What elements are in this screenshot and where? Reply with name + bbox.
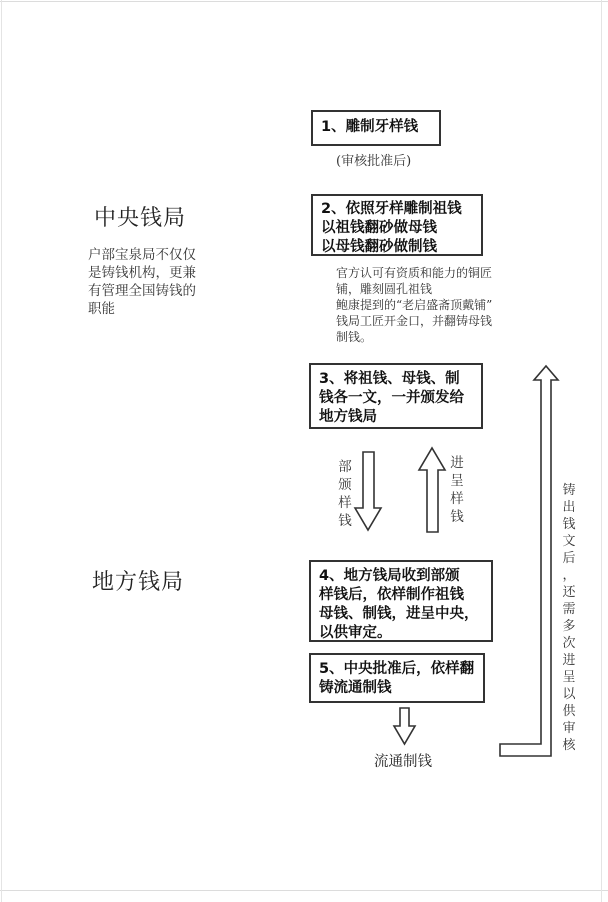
step-2-text: 2、依照牙样雕制祖钱 <box>321 201 462 217</box>
vchar: 进 <box>450 455 464 471</box>
vchar: 后 <box>562 551 576 566</box>
circulation-coin-label: 流通制钱 <box>374 754 432 770</box>
artisan-note-line: 鲍康提到的“老启盛斋顶戴铺” <box>336 298 493 312</box>
step-5-text: 5、中央批准后，依样翻 <box>319 661 475 677</box>
vchar: 铸 <box>562 483 576 498</box>
arrow-output-icon <box>394 708 415 744</box>
artisan-note-line: 制钱。 <box>336 330 373 344</box>
review-approval-note: (审核批准后) <box>336 154 412 169</box>
vchar: 钱 <box>338 513 352 529</box>
vchar: 呈 <box>562 670 576 685</box>
vchar: 以 <box>562 687 576 702</box>
step-3-text: 3、将祖钱、母钱、制 <box>319 371 460 387</box>
vchar: 审 <box>562 721 576 736</box>
step-2-text: 以祖钱翻砂做母钱 <box>321 220 437 236</box>
vchar: 钱 <box>562 517 576 532</box>
central-desc-line: 有管理全国铸钱的 <box>88 283 196 299</box>
step-4-text: 以供审定。 <box>319 625 392 641</box>
arrow-up-icon <box>419 448 445 532</box>
arrow-down-icon <box>355 452 381 530</box>
vchar: 进 <box>562 653 576 668</box>
vchar: 文 <box>562 534 576 549</box>
artisan-note-line: 铺，雕刻圆孔祖钱 <box>336 282 433 296</box>
central-desc-line: 户部宝泉局不仅仅 <box>88 247 196 263</box>
central-bureau-title: 中央钱局 <box>94 206 187 231</box>
vchar: 多 <box>562 619 576 634</box>
central-desc-line: 是铸钱机构，更兼 <box>88 265 196 281</box>
vchar: 核 <box>562 738 576 753</box>
step-4-text: 样钱后，依样制作祖钱 <box>319 587 464 603</box>
repeat-review-label <box>560 482 578 754</box>
vchar: ， <box>562 568 576 583</box>
vchar: 次 <box>562 636 576 651</box>
central-desc-line: 职能 <box>88 301 115 317</box>
vchar: 供 <box>562 704 576 719</box>
artisan-note-line: 官方认可有资质和能力的铜匠 <box>336 266 493 280</box>
vchar: 样 <box>338 495 352 511</box>
local-bureau-title: 地方钱局 <box>92 570 185 595</box>
step-3-text: 地方钱局 <box>319 409 377 425</box>
vchar: 样 <box>450 491 464 507</box>
vchar: 颁 <box>338 477 352 493</box>
artisan-note-line: 钱局工匠开金口，并翻铸母钱 <box>336 314 493 328</box>
submitted-sample-label <box>448 454 466 526</box>
vchar: 呈 <box>450 473 464 489</box>
step-4-text: 母钱、制钱，进呈中央， <box>319 606 479 622</box>
vchar: 出 <box>562 500 576 515</box>
step-3-text: 钱各一文，一并颁发给 <box>319 390 464 406</box>
step-4-text: 4、地方钱局收到部颁 <box>319 568 460 584</box>
arrow-return-icon <box>500 366 558 756</box>
issued-sample-label <box>336 458 354 530</box>
step-5-text: 铸流通制钱 <box>319 680 392 696</box>
step-2-text: 以母钱翻砂做制钱 <box>321 239 437 255</box>
step-1-text: 1、雕制牙样钱 <box>321 119 419 135</box>
vchar: 还 <box>562 585 576 600</box>
vchar: 部 <box>338 459 352 475</box>
vchar: 钱 <box>450 509 464 525</box>
vchar: 需 <box>562 602 576 617</box>
